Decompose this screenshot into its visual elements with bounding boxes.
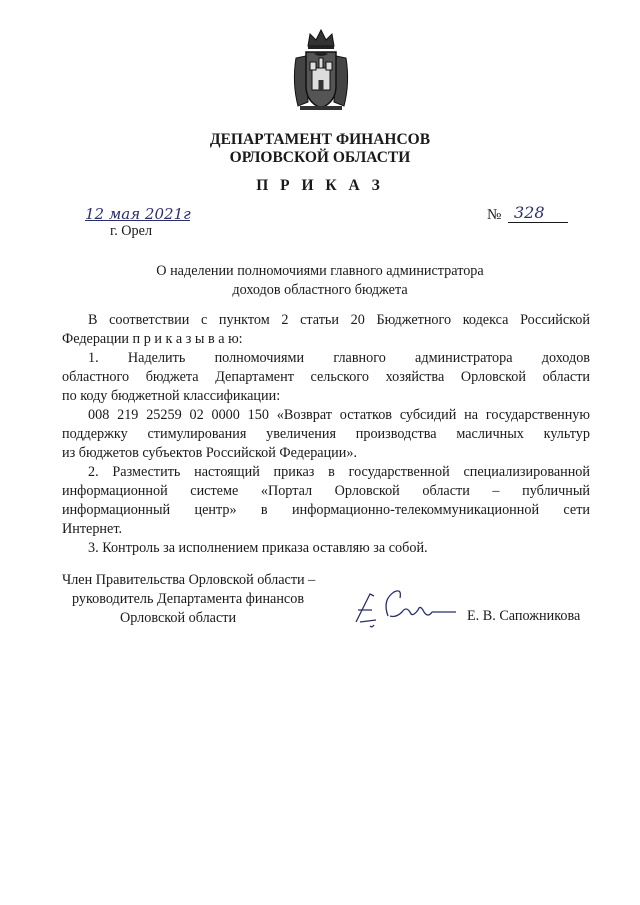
body-p3-line3: из бюджетов субъектов Российской Федерации». (62, 445, 358, 461)
signatory-name: Е. В. Сапожникова (467, 608, 581, 624)
order-city: г. Орел (110, 223, 153, 239)
signatory-position-line3: Орловской области (120, 610, 237, 626)
body-p3-line1: 008 219 25259 02 0000 150 «Возврат остатков субсидий на государственную (88, 407, 590, 423)
handwritten-signature (348, 582, 463, 632)
coat-of-arms (290, 28, 352, 112)
order-number-handwritten: 328 (514, 203, 545, 222)
body-p4-line2: информационной системе «Портал Орловской области – публичный (62, 483, 590, 499)
order-number-label: № (487, 207, 502, 223)
body-p2-line2: областного бюджета Департамент сельского хозяйства Орловской области (62, 369, 590, 385)
body-p4-line1: 2. Разместить настоящий приказ в государственной специализированной (88, 464, 590, 480)
order-title-line1: О наделении полномочиями главного администратора (156, 263, 484, 279)
body-p2-line1: 1. Наделить полномочиями главного администратора доходов (88, 350, 590, 366)
body-p1-line2: Федерации п р и к а з ы в а ю: (62, 331, 243, 347)
department-name-line1: ДЕПАРТАМЕНТ ФИНАНСОВ (209, 131, 431, 148)
order-date-handwritten: 12 мая 2021г (85, 205, 191, 223)
body-p2-line3: по коду бюджетной классификации: (62, 388, 281, 404)
body-p3-line2: поддержку стимулирования увеличения производства масличных культур (62, 426, 590, 442)
body-p4-line3: информационный центр» в информационно-телекоммуникационной сети (62, 502, 590, 518)
signatory-position-line2: руководитель Департамента финансов (72, 591, 305, 607)
number-underline (508, 222, 568, 223)
body-p5-line1: 3. Контроль за исполнением приказа оставляю за собой. (88, 540, 428, 556)
date-underline (85, 220, 190, 221)
body-p1-line1: В соответствии с пунктом 2 статьи 20 Бюджетного кодекса Российской (88, 312, 590, 328)
order-title-line2: доходов областного бюджета (232, 282, 408, 298)
order-heading: П Р И К А З (256, 177, 384, 194)
signatory-position-line1: Член Правительства Орловской области – (62, 572, 316, 588)
department-name-line2: ОРЛОВСКОЙ ОБЛАСТИ (229, 149, 411, 166)
body-p4-line4: Интернет. (62, 521, 122, 537)
